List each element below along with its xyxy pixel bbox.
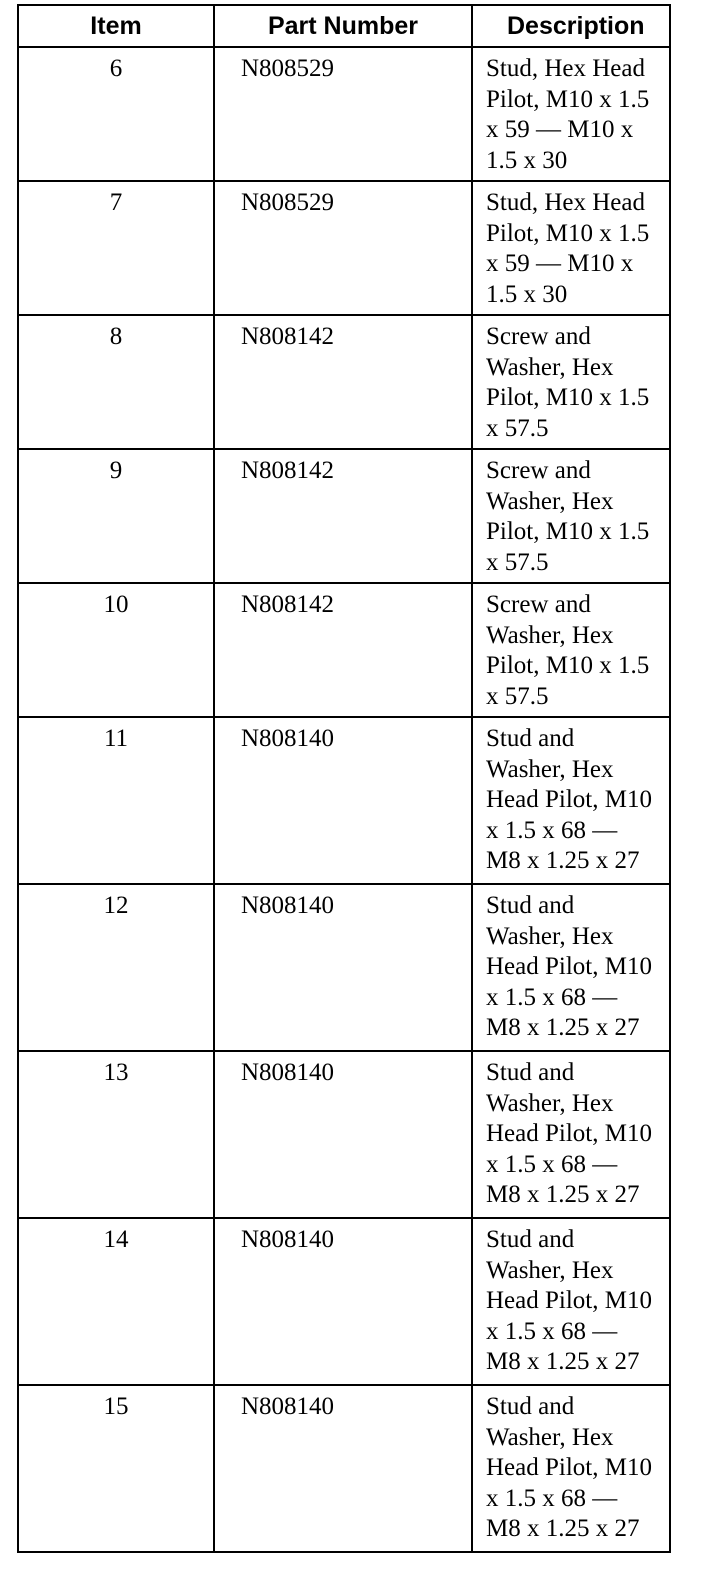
- table-row: [18, 884, 670, 1051]
- column-header-item: Item: [18, 5, 214, 47]
- item-cell: 6: [18, 47, 214, 181]
- column-header-part-number: Part Number: [214, 5, 472, 47]
- parts-table: [17, 4, 671, 1553]
- table-row: [18, 449, 670, 583]
- table-row: [18, 181, 670, 315]
- part-number-cell: N808140: [214, 1385, 472, 1552]
- table-row: [18, 1218, 670, 1385]
- item-cell: 9: [18, 449, 214, 583]
- item-cell: 7: [18, 181, 214, 315]
- description-cell: Stud, Hex Head Pilot, M10 x 1.5 x 59 — M10 x 1.5 x 30: [472, 47, 670, 181]
- table-row: [18, 47, 670, 181]
- table-header-row: [18, 5, 670, 47]
- part-number-cell: N808529: [214, 181, 472, 315]
- table-row: [18, 583, 670, 717]
- item-cell: 11: [18, 717, 214, 884]
- table-row: [18, 315, 670, 449]
- description-cell: Screw and Washer, Hex Pilot, M10 x 1.5 x 57.5: [472, 583, 670, 717]
- part-number-cell: N808140: [214, 717, 472, 884]
- description-cell: Screw and Washer, Hex Pilot, M10 x 1.5 x 57.5: [472, 315, 670, 449]
- part-number-cell: N808140: [214, 884, 472, 1051]
- description-cell: Stud and Washer, Hex Head Pilot, M10 x 1.5 x 68 — M8 x 1.25 x 27: [472, 717, 670, 884]
- part-number-cell: N808142: [214, 449, 472, 583]
- column-header-description: Description: [472, 5, 670, 47]
- description-cell: Stud and Washer, Hex Head Pilot, M10 x 1.5 x 68 — M8 x 1.25 x 27: [472, 1218, 670, 1385]
- item-cell: 12: [18, 884, 214, 1051]
- part-number-cell: N808529: [214, 47, 472, 181]
- table-row: [18, 1051, 670, 1218]
- description-cell: Stud and Washer, Hex Head Pilot, M10 x 1.5 x 68 — M8 x 1.25 x 27: [472, 884, 670, 1051]
- table-row: [18, 717, 670, 884]
- description-cell: Stud and Washer, Hex Head Pilot, M10 x 1.5 x 68 — M8 x 1.25 x 27: [472, 1385, 670, 1552]
- part-number-cell: N808140: [214, 1218, 472, 1385]
- item-cell: 8: [18, 315, 214, 449]
- part-number-cell: N808142: [214, 583, 472, 717]
- item-cell: 14: [18, 1218, 214, 1385]
- item-cell: 10: [18, 583, 214, 717]
- item-cell: 15: [18, 1385, 214, 1552]
- part-number-cell: N808142: [214, 315, 472, 449]
- table-row: [18, 1385, 670, 1552]
- description-cell: Stud and Washer, Hex Head Pilot, M10 x 1.5 x 68 — M8 x 1.25 x 27: [472, 1051, 670, 1218]
- description-cell: Stud, Hex Head Pilot, M10 x 1.5 x 59 — M10 x 1.5 x 30: [472, 181, 670, 315]
- part-number-cell: N808140: [214, 1051, 472, 1218]
- description-cell: Screw and Washer, Hex Pilot, M10 x 1.5 x 57.5: [472, 449, 670, 583]
- item-cell: 13: [18, 1051, 214, 1218]
